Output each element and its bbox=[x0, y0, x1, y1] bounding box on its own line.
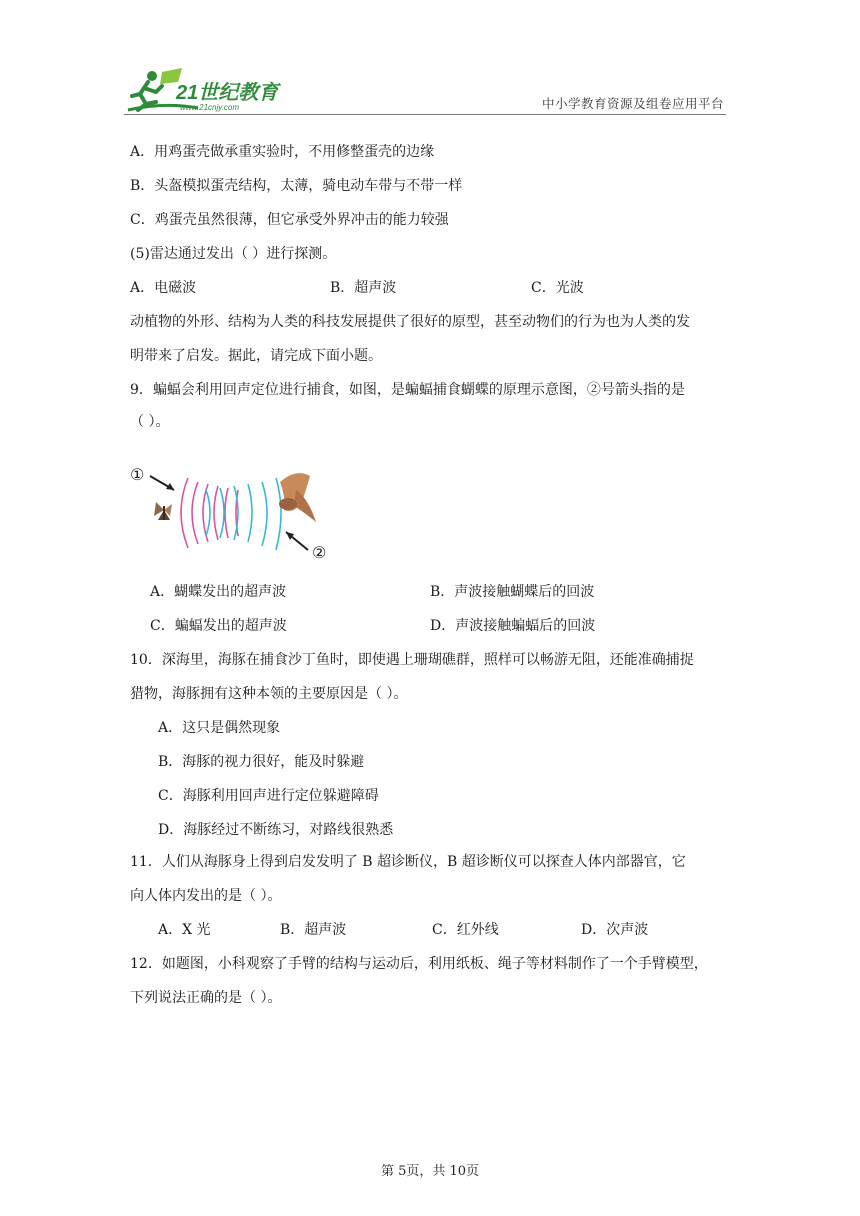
q11-option-d: D．次声波 bbox=[581, 922, 649, 938]
logo-url: www.21cnjy.com bbox=[180, 103, 239, 112]
platform-name: 中小学教育资源及组卷应用平台 bbox=[541, 96, 724, 111]
intro-line-2: 明带来了启发。据此，请完成下面小题。 bbox=[130, 348, 382, 364]
q11-stem-line-2: 向人体内发出的是（ ）。 bbox=[130, 888, 282, 904]
butterfly-icon bbox=[154, 502, 172, 520]
figure-label-1: ① bbox=[130, 465, 145, 484]
q8-option-b: B．头盔模拟蛋壳结构，太薄，骑电动车带与不带一样 bbox=[130, 178, 463, 194]
intro-line-1: 动植物的外形、结构为人类的科技发展提供了很好的原型，甚至动物们的行为也为人类的发 bbox=[130, 314, 690, 330]
q10-option-a: A．这只是偶然现象 bbox=[158, 720, 281, 736]
q8-5-stem: (5)雷达通过发出（ ）进行探测。 bbox=[130, 246, 337, 262]
logo-21cnjy bbox=[124, 66, 324, 118]
q11-stem-line-1: 11．人们从海豚身上得到启发发明了 B 超诊断仪，B 超诊断仪可以探查人体内部器官，它 bbox=[130, 854, 686, 870]
q10-option-b: B．海豚的视力很好，能及时躲避 bbox=[158, 754, 365, 770]
q9-stem-line-2: （ ）。 bbox=[130, 414, 170, 430]
q8-5-option-b: B．超声波 bbox=[330, 280, 397, 296]
q9-option-b: B．声波接触蝴蝶后的回波 bbox=[430, 584, 595, 600]
page-number: 第 5页，共 10页 bbox=[380, 1164, 480, 1179]
q10-stem-line-2: 猎物，海豚拥有这种本领的主要原因是（ ）。 bbox=[130, 686, 408, 702]
q12-stem-line-1: 12．如题图，小科观察了手臂的结构与运动后，利用纸板、绳子等材料制作了一个手臂模型， bbox=[130, 956, 708, 972]
figure-label-2: ② bbox=[312, 543, 327, 562]
header-divider bbox=[124, 114, 726, 115]
q8-option-c: C．鸡蛋壳虽然很薄，但它承受外界冲击的能力较强 bbox=[130, 212, 449, 228]
q11-option-c: C．红外线 bbox=[432, 922, 499, 938]
q10-stem-line-1: 10．深海里，海豚在捕食沙丁鱼时，即使遇上珊瑚礁群，照样可以畅游无阻，还能准确捕捉 bbox=[130, 652, 694, 668]
q8-option-a: A．用鸡蛋壳做承重实验时，不用修整蛋壳的边缘 bbox=[130, 144, 435, 160]
bat-icon bbox=[279, 473, 316, 522]
q11-option-b: B．超声波 bbox=[280, 922, 347, 938]
page-header bbox=[124, 66, 726, 118]
bat-echolocation-figure bbox=[130, 462, 350, 572]
q9-option-a: A．蝴蝶发出的超声波 bbox=[150, 584, 287, 600]
q10-option-c: C．海豚利用回声进行定位躲避障碍 bbox=[158, 788, 379, 804]
q11-option-a: A．X 光 bbox=[158, 922, 211, 938]
q10-option-d: D．海豚经过不断练习，对路线很熟悉 bbox=[158, 822, 394, 838]
q12-stem-line-2: 下列说法正确的是（ ）。 bbox=[130, 990, 282, 1006]
q9-option-c: C．蝙蝠发出的超声波 bbox=[150, 618, 287, 634]
q9-stem-line-1: 9．蝙蝠会利用回声定位进行捕食，如图，是蝙蝠捕食蝴蝶的原理示意图，②号箭头指的是 bbox=[130, 382, 685, 398]
q9-option-d: D．声波接触蝙蝠后的回波 bbox=[430, 618, 596, 634]
logo-text: 21世纪教育 bbox=[176, 82, 279, 104]
q8-5-option-a: A．电磁波 bbox=[130, 280, 197, 296]
q8-5-option-c: C．光波 bbox=[531, 280, 584, 296]
